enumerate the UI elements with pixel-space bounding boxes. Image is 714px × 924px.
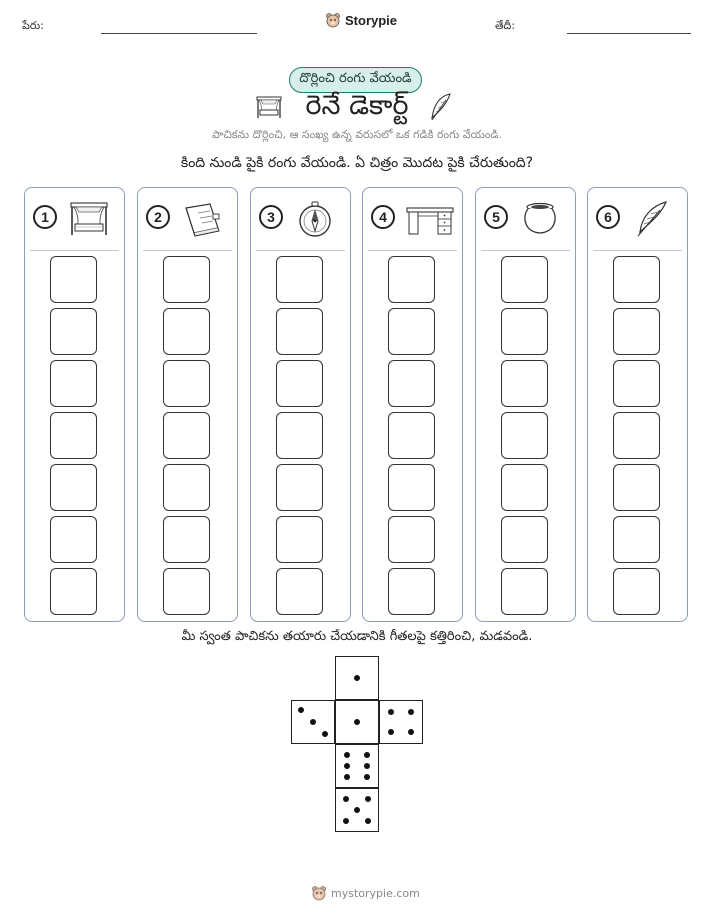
die-pip <box>365 818 371 824</box>
color-square[interactable] <box>388 256 435 303</box>
color-square[interactable] <box>501 516 548 563</box>
die-pip <box>408 709 414 715</box>
color-square[interactable] <box>50 256 97 303</box>
column-divider <box>593 250 682 251</box>
column-divider <box>256 250 345 251</box>
name-line[interactable] <box>101 33 257 34</box>
color-square[interactable] <box>163 464 210 511</box>
color-square[interactable] <box>613 256 660 303</box>
die-pip <box>408 729 414 735</box>
color-square[interactable] <box>388 464 435 511</box>
die-pip <box>354 719 360 725</box>
color-square[interactable] <box>163 412 210 459</box>
color-square[interactable] <box>50 360 97 407</box>
column-4 <box>362 187 463 622</box>
die-pip <box>310 719 316 725</box>
column-number: 2 <box>146 205 170 229</box>
die-pip <box>388 729 394 735</box>
color-square[interactable] <box>613 464 660 511</box>
color-square[interactable] <box>50 412 97 459</box>
subtitle: పాచికను దొర్లించి, ఆ సంఖ్య ఉన్న వరుసలో ఒక గడికి రంగు వేయండి. <box>212 128 502 141</box>
color-square[interactable] <box>50 308 97 355</box>
color-square[interactable] <box>276 360 323 407</box>
die-pip <box>365 796 371 802</box>
color-square[interactable] <box>388 360 435 407</box>
color-square[interactable] <box>276 464 323 511</box>
color-square[interactable] <box>501 464 548 511</box>
cut-instruction: మీ స్వంత పాచికను తయారు చేయడానికి గీతలపై కత్తిరించి, మడవండి. <box>181 629 533 644</box>
color-square[interactable] <box>50 464 97 511</box>
bear-logo-icon <box>325 12 341 28</box>
column-1 <box>24 187 125 622</box>
column-number: 5 <box>484 205 508 229</box>
pot-icon <box>518 200 562 238</box>
compass-icon <box>293 200 337 238</box>
die-pip <box>344 752 350 758</box>
color-square[interactable] <box>501 568 548 615</box>
die-face-3 <box>291 700 335 744</box>
color-square[interactable] <box>276 412 323 459</box>
color-square[interactable] <box>50 568 97 615</box>
die-pip <box>298 707 304 713</box>
color-square[interactable] <box>276 516 323 563</box>
column-number: 6 <box>596 205 620 229</box>
die-pip <box>354 675 360 681</box>
quill-title-icon <box>428 92 454 122</box>
die-pip <box>364 774 370 780</box>
column-number: 4 <box>371 205 395 229</box>
column-divider <box>30 250 119 251</box>
die-face-1 <box>335 656 379 700</box>
column-number: 1 <box>33 205 57 229</box>
die-face-6 <box>335 744 379 788</box>
column-divider <box>143 250 232 251</box>
color-square[interactable] <box>50 516 97 563</box>
color-square[interactable] <box>276 308 323 355</box>
color-square[interactable] <box>613 412 660 459</box>
color-square[interactable] <box>163 516 210 563</box>
column-number: 3 <box>259 205 283 229</box>
column-6 <box>587 187 688 622</box>
column-5 <box>475 187 576 622</box>
color-square[interactable] <box>501 412 548 459</box>
color-square[interactable] <box>276 256 323 303</box>
column-3 <box>250 187 351 622</box>
footer-url[interactable]: mystorypie.com <box>331 886 420 900</box>
die-pip <box>344 763 350 769</box>
column-divider <box>368 250 457 251</box>
die-pip <box>344 774 350 780</box>
four-poster-bed-icon <box>67 200 111 238</box>
die-pip <box>388 709 394 715</box>
color-square[interactable] <box>613 360 660 407</box>
column-divider <box>481 250 570 251</box>
color-square[interactable] <box>613 568 660 615</box>
die-face-5 <box>335 788 379 832</box>
color-square[interactable] <box>388 412 435 459</box>
color-square[interactable] <box>501 360 548 407</box>
footer <box>311 885 420 901</box>
color-square[interactable] <box>501 256 548 303</box>
color-square[interactable] <box>163 308 210 355</box>
die-face-1 <box>335 700 379 744</box>
die-pip <box>343 818 349 824</box>
date-label: తేదీ: <box>495 19 516 32</box>
storypie-logo <box>325 12 397 28</box>
book-icon <box>180 200 224 238</box>
die-pip <box>364 763 370 769</box>
quill-feather-icon <box>630 200 674 238</box>
activity-badge: దొర్లించి రంగు వేయండి <box>289 67 422 93</box>
name-label: పేరు: <box>22 19 44 32</box>
color-square[interactable] <box>388 516 435 563</box>
page-title: రెనే డెకార్ట్ <box>305 90 409 121</box>
color-square[interactable] <box>388 308 435 355</box>
date-line[interactable] <box>567 33 691 34</box>
brand-name: Storypie <box>345 12 398 28</box>
color-square[interactable] <box>501 308 548 355</box>
color-square[interactable] <box>163 360 210 407</box>
color-square[interactable] <box>613 308 660 355</box>
color-square[interactable] <box>613 516 660 563</box>
color-square[interactable] <box>276 568 323 615</box>
die-pip <box>343 796 349 802</box>
instruction-text: కింది నుండి పైకి రంగు వేయండి. ఏ చిత్రం మొదట పైకి చేరుతుంది? <box>180 155 534 171</box>
bear-logo-icon <box>311 885 327 901</box>
color-square[interactable] <box>163 256 210 303</box>
color-square[interactable] <box>388 568 435 615</box>
die-pip <box>364 752 370 758</box>
die-pip <box>322 731 328 737</box>
column-2 <box>137 187 238 622</box>
desk-icon <box>405 200 455 238</box>
die-pip <box>354 807 360 813</box>
color-square[interactable] <box>163 568 210 615</box>
die-face-4 <box>379 700 423 744</box>
